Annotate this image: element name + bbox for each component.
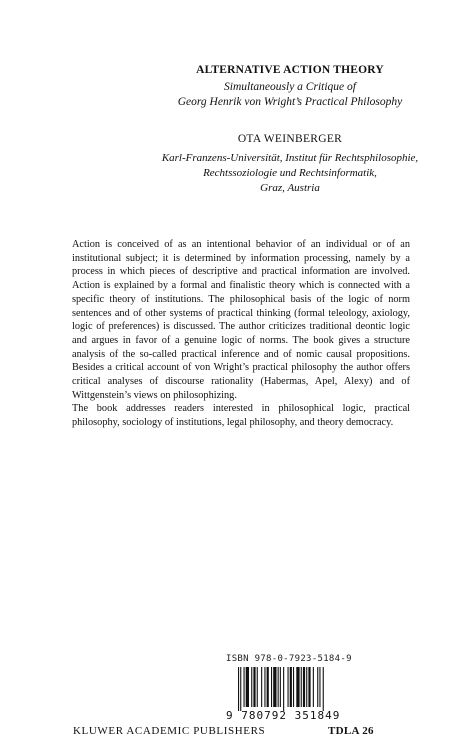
- blurb-paragraph: The book addresses readers interested in philosophical logic, practical philosophy, sociology of institutions, legal philosophy, and theory democracy.: [72, 403, 410, 429]
- blurb-paragraph: Action is conceived of as an intentional behavior of an individual or of an institutional subject; it is determined by information processing, namely by a process in which pieces of descriptive and practical information are involved. Action is explained by a formal and finalistic theory which is connected with a specific theory of institutions. The philosophical basis of the logic of norm sentences and of other systems of practical thinking (formal teleology, axiology, logic of preferences) is discussed. The author criticizes traditional deontic logic and argues in favor of a genuine logic of norms. The book gives a structure analysis of the so-called practical inference and of nomic causal propositions. Besides a critical account of von Wright’s practical philosophy the author offers critical analyses of discourse rationality (Habermas, Apel, Alexy) and of Wittgenstein’s views on philosophizing.: [72, 239, 410, 401]
- author-name: OTA WEINBERGER: [237, 133, 343, 145]
- back-cover-blurb: [72, 238, 410, 430]
- subtitle-line: Georg Henrik von Wright’s Practical Philosophy: [177, 96, 403, 108]
- barcode-bars: [226, 667, 346, 711]
- barcode-bar: [303, 667, 305, 707]
- author-affiliation: [130, 151, 450, 196]
- barcode-bar: [283, 667, 284, 711]
- isbn-label: ISBN 978-0-7923-5184-9: [226, 654, 352, 664]
- barcode-bar: [238, 667, 239, 711]
- barcode-bar: [273, 667, 276, 707]
- barcode-bar: [271, 667, 272, 707]
- barcode-bar: [257, 667, 258, 707]
- barcode-bar: [246, 667, 249, 707]
- barcode-bar: [278, 667, 279, 707]
- barcode-bar: [306, 667, 307, 707]
- barcode-bar: [288, 667, 289, 707]
- barcode-bar: [319, 667, 320, 707]
- barcode: [226, 667, 346, 722]
- barcode-bar: [323, 667, 324, 711]
- book-title: ALTERNATIVE ACTION THEORY: [196, 64, 384, 76]
- series-code: TDLA 26: [328, 725, 374, 737]
- affiliation-line: Karl-Franzens-Universität, Institut für Rechtsphilosophie,: [161, 152, 419, 164]
- barcode-bar: [280, 667, 281, 707]
- barcode-bar: [308, 667, 310, 707]
- barcode-bar: [293, 667, 294, 707]
- barcode-bar: [251, 667, 252, 707]
- affiliation-line: Rechtssoziologie und Rechtsinformatik,: [203, 167, 377, 179]
- barcode-bar: [313, 667, 314, 707]
- barcode-bar: [317, 667, 318, 707]
- barcode-bar: [240, 667, 241, 711]
- barcode-bar: [267, 667, 269, 707]
- barcode-bar: [301, 667, 302, 707]
- barcode-bar: [261, 667, 262, 707]
- book-subtitle: [130, 80, 450, 110]
- barcode-bar: [244, 667, 245, 707]
- barcode-bar: [264, 667, 265, 707]
- barcode-bar: [296, 667, 299, 707]
- barcode-bar: [253, 667, 255, 707]
- subtitle-line: Simultaneously a Critique of: [224, 81, 356, 93]
- affiliation-line: Graz, Austria: [260, 182, 320, 194]
- publisher-name: KLUWER ACADEMIC PUBLISHERS: [73, 725, 266, 737]
- barcode-bar: [290, 667, 292, 707]
- barcode-digits: 9 780792 351849: [226, 709, 341, 722]
